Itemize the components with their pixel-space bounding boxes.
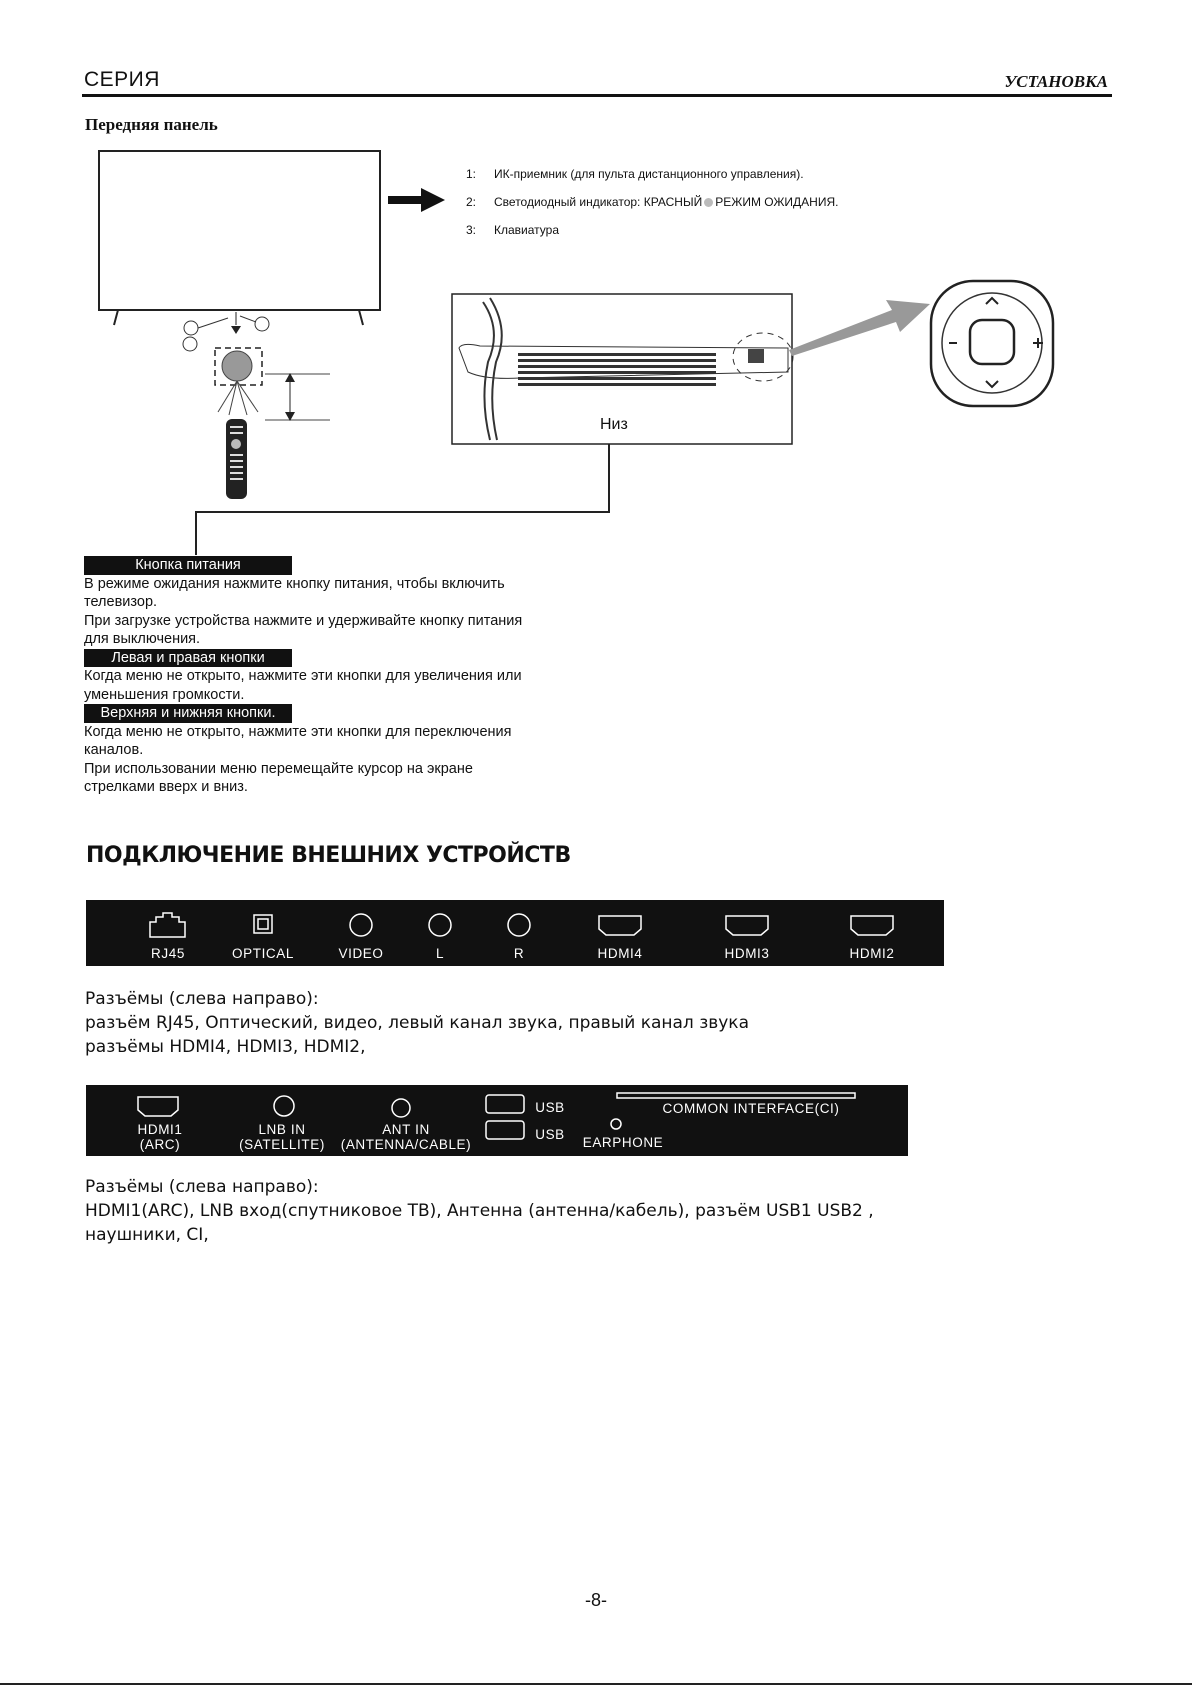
ci-slot-icon — [617, 1093, 855, 1098]
r-label: R — [513, 946, 525, 961]
hdmi2-label: HDMI2 — [849, 946, 895, 961]
power-button-label: Кнопка питания — [84, 556, 292, 575]
panel2-description: Разъёмы (слева направо): HDMI1(ARC), LNB вход(спутниковое ТВ), Антенна (антенна/кабель), разъём USB1 USB2 , наушники, CI, — [85, 1177, 874, 1245]
earphone-label: EARPHONE — [582, 1135, 664, 1150]
hdmi1-label: HDMI1 (ARC) — [137, 1122, 183, 1152]
hdmi2-icon — [851, 916, 893, 935]
up-down-buttons-label: Верхняя и нижняя кнопки. — [84, 704, 292, 723]
video-jack-icon — [350, 914, 372, 936]
earphone-jack-icon — [611, 1119, 621, 1129]
bottom-view-label: Низ — [600, 416, 628, 433]
lnb-label: LNB IN (SATELLITE) — [239, 1122, 325, 1152]
led-dot-icon — [704, 198, 713, 207]
ci-label: COMMON INTERFACE(CI) — [662, 1101, 840, 1116]
left-right-buttons-label: Левая и правая кнопки — [84, 649, 292, 668]
usb1-label: USB — [535, 1100, 565, 1115]
hdmi1-icon — [138, 1097, 178, 1116]
remote-control — [226, 419, 247, 499]
ant-jack-icon — [392, 1099, 410, 1117]
rj45-icon — [150, 913, 185, 937]
usb1-icon — [486, 1095, 524, 1113]
hdmi3-icon — [726, 916, 768, 935]
buttons-description: Кнопка питания В режиме ожидания нажмите кнопку питания, чтобы включить телевизор. При загрузке устройства нажмите и удерживайте кнопку питания для выключения. Левая и правая кнопки Когда меню не открыто, нажмите эти кнопки для увеличения или уменьшения громкости. Верхняя и нижняя кнопки. Когда меню не открыто, нажмите эти кнопки для переключения каналов. При использовании меню перемещайте курсор на экране стрелками вверх и вниз. — [84, 557, 523, 795]
keypad-closeup — [931, 281, 1053, 406]
panel1-description: Разъёмы (слева направо): разъём RJ45, Оптический, видео, левый канал звука, правый канал звука разъёмы HDMI4, HDMI3, HDMI2, — [85, 989, 749, 1057]
section-label: УСТАНОВКА — [1004, 72, 1108, 91]
legend-item-keypad: 3: Клавиатура — [466, 223, 560, 237]
l-label: L — [435, 946, 445, 961]
tv-outline — [99, 151, 380, 310]
connections-title: ПОДКЛЮЧЕНИЕ ВНЕШНИХ УСТРОЙСТВ — [86, 843, 571, 868]
hdmi3-label: HDMI3 — [724, 946, 770, 961]
connector-panel-2 — [86, 1085, 908, 1156]
video-label: VIDEO — [338, 946, 384, 961]
audio-l-jack-icon — [429, 914, 451, 936]
usb2-icon — [486, 1121, 524, 1139]
optical-icon — [254, 915, 272, 933]
optical-label: OPTICAL — [232, 946, 294, 961]
front-panel-title: Передняя панель — [85, 115, 218, 134]
front-panel-illustration — [0, 0, 1192, 560]
hdmi4-icon — [599, 916, 641, 935]
connector-panel-1 — [86, 900, 944, 966]
rj45-label: RJ45 — [151, 946, 185, 961]
front-panel-legend — [466, 160, 838, 244]
usb2-label: USB — [535, 1127, 565, 1142]
legend-item-led: 2: Светодиодный индикатор: КРАСНЫЙ РЕЖИМ ОЖИДАНИЯ. — [466, 195, 839, 209]
hdmi4-label: HDMI4 — [597, 946, 643, 961]
audio-r-jack-icon — [508, 914, 530, 936]
lnb-jack-icon — [274, 1096, 294, 1116]
series-label: СЕРИЯ — [84, 68, 160, 91]
page-number: -8- — [585, 1590, 607, 1610]
ant-label: ANT IN (ANTENNA/CABLE) — [340, 1122, 472, 1152]
legend-item-ir: 1: ИК-приемник (для пульта дистанционного управления). — [466, 167, 804, 181]
